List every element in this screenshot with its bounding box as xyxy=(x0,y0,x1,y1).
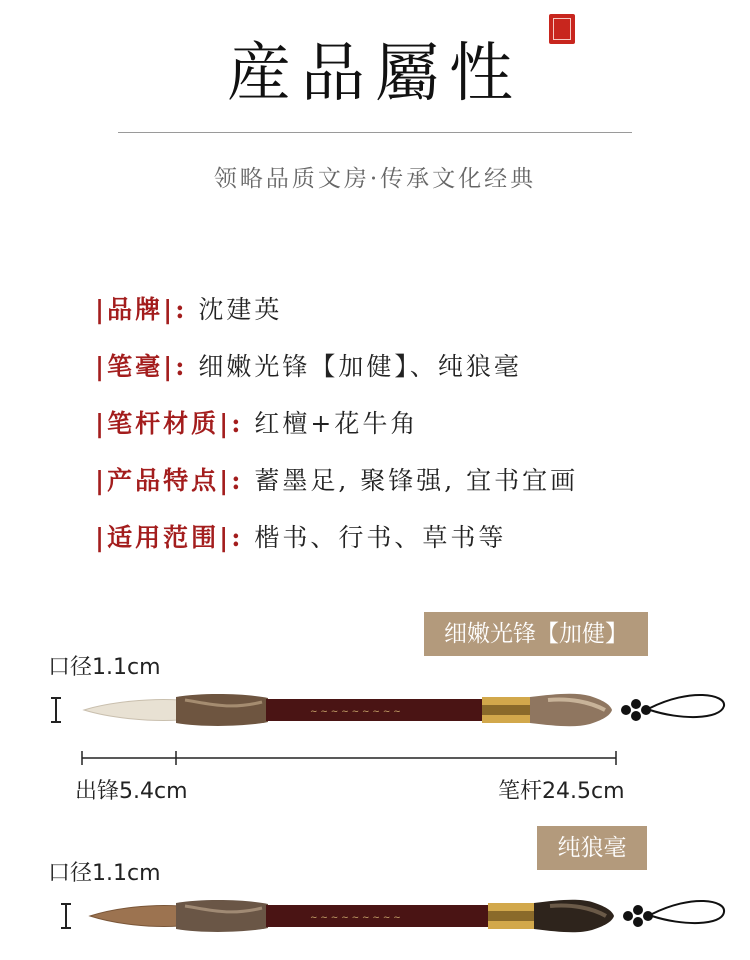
shaft-length-label: 笔杆24.5cm xyxy=(498,779,625,804)
attribute-key: |笔毫| xyxy=(95,352,176,381)
brush-ferrule xyxy=(176,694,268,726)
brush-hair xyxy=(90,905,180,926)
attribute-separator: : xyxy=(175,295,188,324)
divider xyxy=(118,132,632,133)
diameter-label: 口径1.1cm xyxy=(48,655,161,680)
attribute-key: |适用范围| xyxy=(95,523,232,552)
brush-hair xyxy=(84,699,180,720)
attribute-features xyxy=(95,463,578,499)
hanging-knot-icon xyxy=(621,699,651,721)
svg-text:~ ~ ~ ~ ~ ~ ~ ~ ~: ~ ~ ~ ~ ~ ~ ~ ~ ~ xyxy=(310,707,401,717)
seal-stamp-icon xyxy=(549,14,575,44)
hanging-cord xyxy=(652,901,724,923)
attribute-value: 蓄墨足, 聚锋强, 宜书宜画 xyxy=(254,466,579,495)
attribute-brand xyxy=(95,292,282,328)
svg-text:~ ~ ~ ~ ~ ~ ~ ~ ~: ~ ~ ~ ~ ~ ~ ~ ~ ~ xyxy=(310,913,401,923)
diameter-marker xyxy=(61,904,71,928)
product-tag: 纯狼毫 xyxy=(537,826,647,870)
attribute-key: |产品特点| xyxy=(95,466,232,495)
attribute-usage xyxy=(95,520,506,556)
attribute-value: 楷书、行书、草书等 xyxy=(254,523,507,552)
diameter-label: 口径1.1cm xyxy=(48,861,161,886)
attribute-value: 细嫩光锋【加健】、纯狼毫 xyxy=(198,352,522,381)
hanging-knot-icon xyxy=(623,905,653,927)
brush-ferrule xyxy=(176,900,268,932)
attribute-shaft-material xyxy=(95,406,418,442)
attribute-separator: : xyxy=(175,352,188,381)
attribute-value: 沈建英 xyxy=(198,295,283,324)
page-subtitle: 领略品质文房·传承文化经典 xyxy=(213,166,537,192)
brush-image xyxy=(0,680,750,740)
attribute-value: 红檀+花牛角 xyxy=(254,409,419,438)
tip-length-label: 出锋5.4cm xyxy=(75,779,188,804)
attribute-separator: : xyxy=(231,466,244,495)
attribute-separator: : xyxy=(231,409,244,438)
length-ruler xyxy=(0,748,750,768)
diameter-marker xyxy=(51,698,61,722)
attribute-key: |笔杆材质| xyxy=(95,409,232,438)
brush-image xyxy=(0,886,750,946)
attribute-separator: : xyxy=(231,523,244,552)
page-title: 産品屬性 xyxy=(227,37,523,111)
attribute-hair xyxy=(95,349,522,385)
attribute-key: |品牌| xyxy=(95,295,176,324)
hanging-cord xyxy=(650,695,724,717)
product-tag: 细嫩光锋【加健】 xyxy=(424,612,648,656)
